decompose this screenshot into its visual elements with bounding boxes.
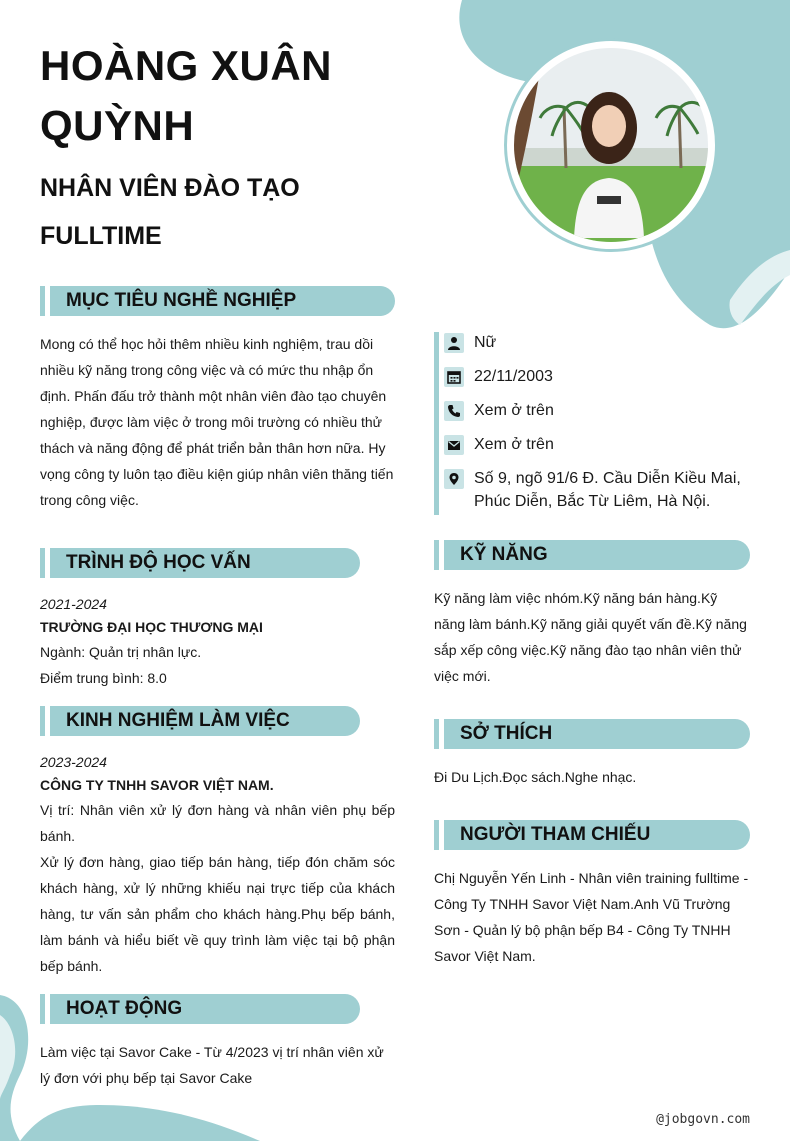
activities-heading: HOẠT ĐỘNG — [50, 994, 360, 1024]
phone-value: Xem ở trên — [474, 402, 554, 419]
education-gpa: Điểm trung bình: 8.0 — [40, 670, 167, 686]
job-title: NHÂN VIÊN ĐÀO TẠO FULLTIME — [40, 174, 300, 250]
profile-photo-image — [514, 48, 708, 242]
hobbies-text: Đi Du Lịch.Đọc sách.Nghe nhạc. — [434, 769, 637, 785]
contact-accent-bar — [434, 332, 439, 515]
candidate-name: HOÀNG XUÂN QUỲNH — [40, 42, 333, 149]
gender-value: Nữ — [474, 334, 497, 351]
references-heading: NGƯỜI THAM CHIẾU — [444, 820, 750, 850]
skills-heading: KỸ NĂNG — [444, 540, 750, 570]
birthday-value: 22/11/2003 — [474, 368, 553, 385]
hobbies-heading: SỞ THÍCH — [444, 719, 750, 749]
profile-photo — [504, 38, 718, 252]
address-value: Số 9, ngõ 91/6 Đ. Cầu Diễn Kiều Mai, Phúc Diễn, Bắc Từ Liêm, Hà Nội. — [474, 470, 741, 510]
experience-description: Xử lý đơn hàng, giao tiếp bán hàng, tiếp đón chăm sóc khách hàng, xử lý những khiếu nại trực tiếp của khách hàng, tư vấn sản phẩm cho khách hàng.Phụ bếp bánh, làm bánh và hiểu biết về quy trình làm việc tại bộ phận bếp bánh. — [40, 854, 395, 974]
experience-position: Vị trí: Nhân viên xử lý đơn hàng và nhân viên phụ bếp bánh. — [40, 802, 395, 844]
experience-company: CÔNG TY TNHH SAVOR VIỆT NAM. — [40, 777, 274, 793]
experience-heading: KINH NGHIỆM LÀM VIỆC — [50, 706, 360, 736]
activities-text: Làm việc tại Savor Cake - Từ 4/2023 vị trí nhân viên xử lý đơn với phụ bếp tại Savor Cake — [40, 1044, 384, 1086]
email-icon — [444, 435, 464, 455]
experience-period: 2023-2024 — [40, 754, 107, 770]
skills-text: Kỹ năng làm việc nhóm.Kỹ năng bán hàng.Kỹ năng làm bánh.Kỹ năng giải quyết vấn đề.Kỹ năng sắp xếp công việc.Kỹ năng đào tạo nhân viên thử việc mới. — [434, 590, 747, 684]
objective-text: Mong có thể học hỏi thêm nhiều kinh nghiệm, trau dồi nhiều kỹ năng trong công việc và có mức thu nhập ổn định. Phấn đấu trở thành một nhân viên đào tạo chuyên nghiệp, được làm việc ở trong môi trường có nhiều thử thách và năng động để phát triển bản thân hơn nữa. Hy vọng công ty luôn tạo điều kiện giúp nhân viên thăng tiến trong công việc. — [40, 336, 394, 508]
person-icon — [444, 333, 464, 353]
email-value: Xem ở trên — [474, 436, 554, 453]
phone-icon — [444, 401, 464, 421]
calendar-icon — [444, 367, 464, 387]
references-text: Chị Nguyễn Yến Linh - Nhân viên training fulltime - Công Ty TNHH Savor Việt Nam.Anh Vũ Trường Sơn - Quản lý bộ phận bếp B4 - Công Ty TNHH Savor Việt Nam. — [434, 870, 749, 964]
watermark: @jobgovn.com — [656, 1112, 750, 1127]
education-period: 2021-2024 — [40, 596, 107, 612]
education-major: Ngành: Quản trị nhân lực. — [40, 644, 202, 660]
education-school: TRƯỜNG ĐẠI HỌC THƯƠNG MẠI — [40, 619, 263, 635]
location-pin-icon — [444, 469, 464, 489]
objective-heading: MỤC TIÊU NGHỀ NGHIỆP — [50, 286, 395, 316]
education-heading: TRÌNH ĐỘ HỌC VẤN — [50, 548, 360, 578]
